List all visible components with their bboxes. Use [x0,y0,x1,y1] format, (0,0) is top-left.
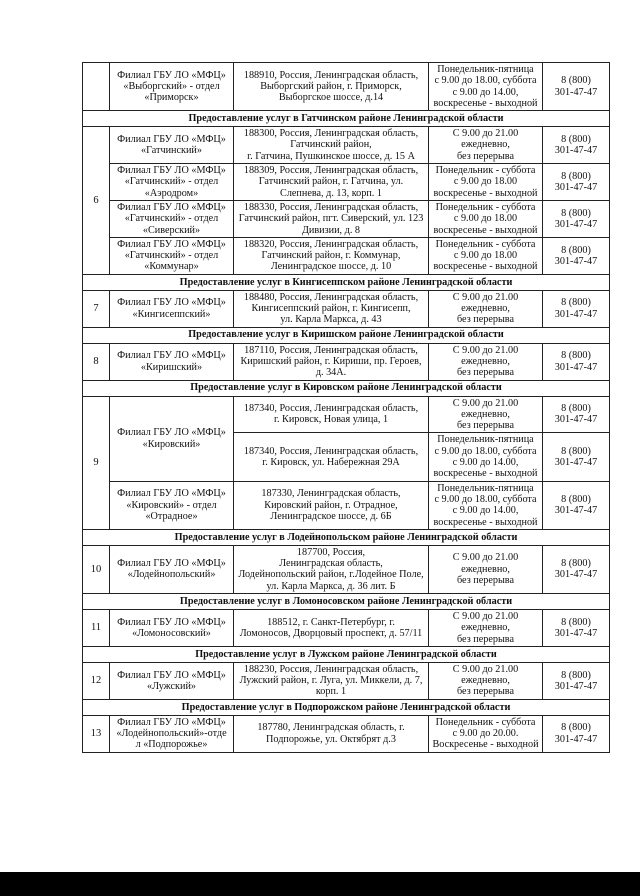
phone-number: 8 (800) 301-47-47 [543,290,610,327]
section-heading: Предоставление услуг в Киришском районе Ленинградской области [83,327,610,343]
section-heading: Предоставление услуг в Ломоносовском районе Ленинградской области [83,593,610,609]
branch-address: 188309, Россия, Ленинградская область, Гатчинский район, г. Гатчина, ул. Слепнева, д. 13, корп. 1 [234,164,429,201]
section-heading-row [83,327,610,343]
working-hours: С 9.00 до 21.00 ежедневно, без перерыва [429,343,543,380]
section-heading-row [83,646,610,662]
branch-row [83,545,610,593]
phone-number: 8 (800) 301-47-47 [543,433,610,481]
section-heading: Предоставление услуг в Подпорожском районе Ленинградской области [83,699,610,715]
section-heading-row [83,529,610,545]
phone-number: 8 (800) 301-47-47 [543,396,610,433]
row-number: 10 [83,545,110,593]
branch-name: Филиал ГБУ ЛО «МФЦ» «Гатчинский» - отдел «Сиверский» [110,200,234,237]
phone-number: 8 (800) 301-47-47 [543,481,610,529]
section-heading-row [83,111,610,127]
branch-address: 187340, Россия, Ленинградская область, г. Кировск, ул. Набережная 29А [234,433,429,481]
phone-number: 8 (800) 301-47-47 [543,343,610,380]
working-hours: Понедельник - суббота с 9.00 до 18.00 воскресенье - выходной [429,200,543,237]
working-hours: Понедельник - суббота с 9.00 до 18.00 воскресенье - выходной [429,164,543,201]
section-heading: Предоставление услуг в Лодейнопольском районе Ленинградской области [83,529,610,545]
branch-address: 187110, Россия, Ленинградская область, Киришский район, г. Кириши, пр. Героев, д. 34А. [234,343,429,380]
branch-address: 188320, Россия, Ленинградская область, Гатчинский район, г. Коммунар, Ленинградское шоссе, д. 10 [234,237,429,274]
branch-row [83,609,610,646]
phone-number: 8 (800) 301-47-47 [543,63,610,111]
branch-address: 188480, Россия, Ленинградская область, Кингисеппский район, г. Кингисепп, ул. Карла Маркса, д. 43 [234,290,429,327]
branch-row [83,127,610,164]
section-heading: Предоставление услуг в Кингисеппском районе Ленинградской области [83,274,610,290]
row-number: 7 [83,290,110,327]
branch-address: 188910, Россия, Ленинградская область, Выборгский район, г. Приморск, Выборгское шоссе, д.14 [234,63,429,111]
branch-name: Филиал ГБУ ЛО «МФЦ» «Гатчинский» [110,127,234,164]
section-heading-row [83,593,610,609]
branch-name: Филиал ГБУ ЛО «МФЦ» «Выборгский» - отдел «Приморск» [110,63,234,111]
branch-name: Филиал ГБУ ЛО «МФЦ» «Гатчинский» - отдел «Коммунар» [110,237,234,274]
branch-row [83,662,610,699]
working-hours: Понедельник-пятница с 9.00 до 18.00, суббота с 9.00 до 14.00, воскресенье - выходной [429,481,543,529]
branch-name: Филиал ГБУ ЛО «МФЦ» «Киришский» [110,343,234,380]
section-heading: Предоставление услуг в Гатчинском районе Ленинградской области [83,111,610,127]
branch-address: 187340, Россия, Ленинградская область, г. Кировск, Новая улица, 1 [234,396,429,433]
phone-number: 8 (800) 301-47-47 [543,127,610,164]
branch-address: 188300, Россия, Ленинградская область, Гатчинский район, г. Гатчина, Пушкинское шоссе, д. 15 А [234,127,429,164]
branch-row [83,237,610,274]
phone-number: 8 (800) 301-47-47 [543,200,610,237]
branch-name: Филиал ГБУ ЛО «МФЦ» «Лужский» [110,662,234,699]
branch-row [83,343,610,380]
branch-row [83,200,610,237]
row-number [83,63,110,111]
branch-address: 188512, г. Санкт-Петербург, г. Ломоносов, Дворцовый проспект, д. 57/11 [234,609,429,646]
working-hours: С 9.00 до 21.00 ежедневно, без перерыва [429,290,543,327]
branch-address: 188230, Россия, Ленинградская область, Лужский район, г. Луга, ул. Миккели, д. 7, корп. 1 [234,662,429,699]
working-hours: Понедельник - суббота с 9.00 до 20.00. Воскресенье - выходной [429,715,543,752]
phone-number: 8 (800) 301-47-47 [543,237,610,274]
phone-number: 8 (800) 301-47-47 [543,609,610,646]
branch-row [83,396,610,433]
branch-address: 187700, Россия, Ленинградская область, Лодейнопольский район, г.Лодейное Поле, ул. Карла Маркса, д. 36 лит. Б [234,545,429,593]
working-hours: С 9.00 до 21.00 ежедневно, без перерыва [429,609,543,646]
branch-name: Филиал ГБУ ЛО «МФЦ» «Лодейнопольский» [110,545,234,593]
section-heading-row [83,274,610,290]
phone-number: 8 (800) 301-47-47 [543,545,610,593]
mfc-branches-table [82,62,610,753]
branch-name: Филиал ГБУ ЛО «МФЦ» «Кировский» [110,396,234,481]
section-heading: Предоставление услуг в Кировском районе Ленинградской области [83,380,610,396]
section-heading-row [83,380,610,396]
section-heading: Предоставление услуг в Лужском районе Ленинградской области [83,646,610,662]
branch-row [83,63,610,111]
branch-row [83,164,610,201]
working-hours: Понедельник - суббота с 9.00 до 18.00 воскресенье - выходной [429,237,543,274]
branch-name: Филиал ГБУ ЛО «МФЦ» «Ломоносовский» [110,609,234,646]
working-hours: С 9.00 до 21.00 ежедневно, без перерыва [429,396,543,433]
branch-row [83,290,610,327]
branch-name: Филиал ГБУ ЛО «МФЦ» «Гатчинский» - отдел «Аэродром» [110,164,234,201]
working-hours: С 9.00 до 21.00 ежедневно, без перерыва [429,545,543,593]
working-hours: Понедельник-пятница с 9.00 до 18.00, суббота с 9.00 до 14.00, воскресенье - выходной [429,63,543,111]
phone-number: 8 (800) 301-47-47 [543,662,610,699]
row-number: 8 [83,343,110,380]
branch-name: Филиал ГБУ ЛО «МФЦ» «Лодейнопольский»-отде л «Подпорожье» [110,715,234,752]
phone-number: 8 (800) 301-47-47 [543,715,610,752]
branch-address: 187780, Ленинградская область, г. Подпорожье, ул. Октябрят д.3 [234,715,429,752]
branch-name: Филиал ГБУ ЛО «МФЦ» «Кировский» - отдел «Отрадное» [110,481,234,529]
row-number: 12 [83,662,110,699]
branch-address: 187330, Ленинградская область, Кировский район, г. Отрадное, Ленинградское шоссе, д. 6Б [234,481,429,529]
branch-address: 188330, Россия, Ленинградская область, Гатчинский район, пгт. Сиверский, ул. 123 Дивизии, д. 8 [234,200,429,237]
scan-bottom-edge [0,872,640,896]
row-number: 13 [83,715,110,752]
working-hours: С 9.00 до 21.00 ежедневно, без перерыва [429,662,543,699]
phone-number: 8 (800) 301-47-47 [543,164,610,201]
row-number: 11 [83,609,110,646]
row-number: 6 [83,127,110,275]
branch-name: Филиал ГБУ ЛО «МФЦ» «Кингисеппский» [110,290,234,327]
section-heading-row [83,699,610,715]
row-number: 9 [83,396,110,529]
branch-row [83,481,610,529]
working-hours: С 9.00 до 21.00 ежедневно, без перерыва [429,127,543,164]
branch-row [83,715,610,752]
working-hours: Понедельник-пятница с 9.00 до 18.00, суббота с 9.00 до 14.00, воскресенье - выходной [429,433,543,481]
